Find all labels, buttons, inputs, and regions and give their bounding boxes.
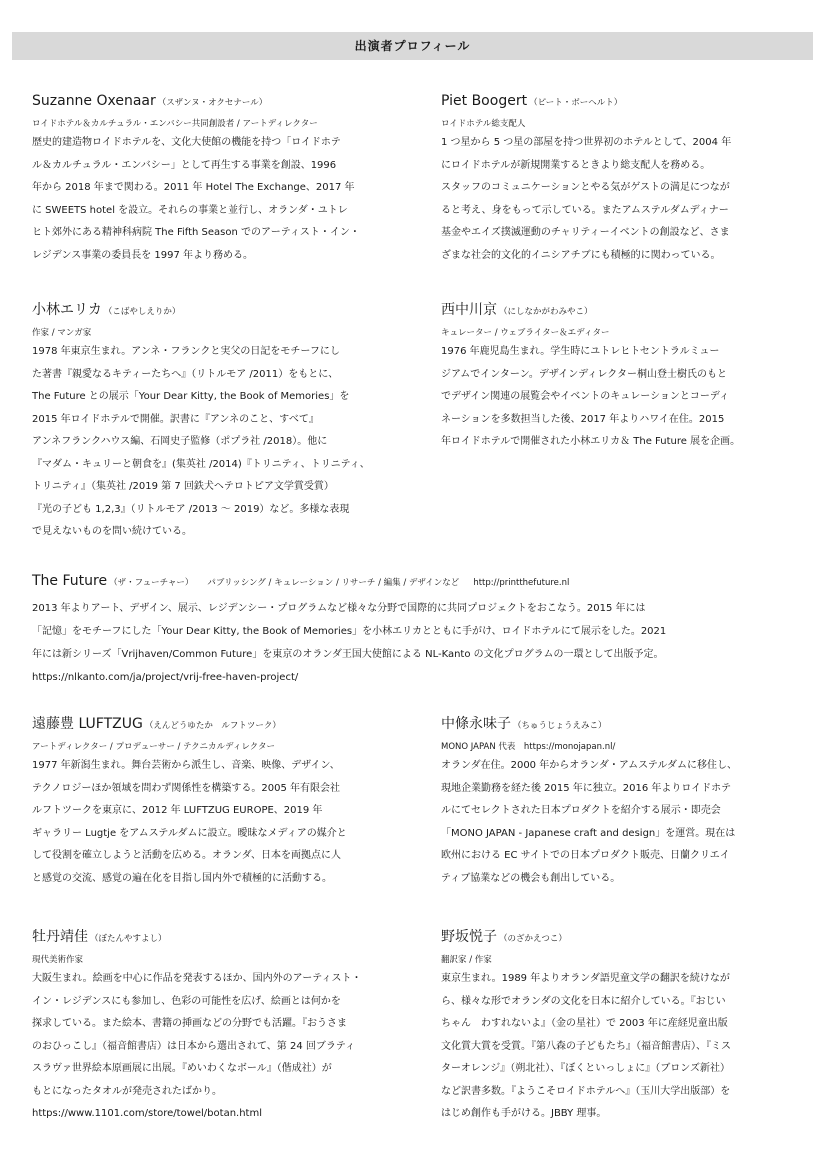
bio-line: た著書『親愛なるキティーたちへ』（リトルモア /2011）をもとに、	[32, 368, 339, 380]
profile-suzanne-oxenaar	[32, 90, 417, 267]
bio-line: と感覚の交流、感覚の遍在化を目指し国内外で積極的に活動する。	[32, 872, 332, 884]
profile-name: 中條永味子	[441, 716, 511, 732]
profile-name: 西中川京	[441, 302, 497, 318]
bio-line: 現地企業勤務を経た後 2015 年に独立。2016 年よりロイドホテ	[441, 782, 732, 794]
profile-bio	[32, 597, 802, 689]
profile-name: 遠藤豊 LUFTZUG	[32, 716, 143, 732]
bio-line: テクノロジーほか領域を問わず関係性を構築する。2005 年有限会社	[32, 782, 341, 794]
profile-bio	[441, 968, 801, 1126]
profile-piet-boogert	[441, 90, 801, 267]
profile-role: アートディレクター / プロデューサー / テクニカルディレクター	[32, 742, 275, 752]
profile-reading: （えんどうゆたか ルフトツーク）	[144, 721, 281, 731]
profile-role: ロイドホテル総支配人	[441, 119, 526, 129]
bio-line: ざまな社会的文化的イニシアチブにも積極的に関わっている。	[441, 249, 721, 261]
bio-line: でデザイン関連の展覧会やイベントのキュレーションとコーディ	[441, 391, 730, 402]
bio-line: スラヴァ世界絵本原画展に出展。『めいわくなボール』（偕成社）が	[32, 1063, 332, 1074]
bio-line: 2013 年よりアート、デザイン、展示、レジデンシー・プログラムなど様々な分野で国際的に共同プロジェクトをおこなう。2015 年には	[32, 603, 646, 614]
bio-line: 「MONO JAPAN - Japanese craft and design」を運営。現在は	[441, 827, 736, 839]
bio-line: 2015 年ロイドホテルで開催。訳書に『アンネのこと、すべて』	[32, 413, 319, 425]
bio-line: 年には新シリーズ「Vrijhaven/Common Future」を東京のオランダ王国大使館による NL-Kanto の文化プログラムの一環として出版予定。	[32, 649, 664, 660]
bio-line: スタッフのコミュニケーションとやる気がゲストの満足につなが	[441, 182, 730, 193]
bio-line: 探求している。また絵本、書籍の挿画などの分野でも活躍。『おうさま	[32, 1018, 347, 1029]
bio-line: ネーションを多数担当した後、2017 年よりハワイ在住。2015	[441, 413, 725, 425]
profile-name: 牡丹靖佳	[32, 929, 88, 945]
bio-line: 文化賞大賞を受賞。『第八森の子どもたち』（福音館書店）、『ミス	[441, 1040, 731, 1052]
bio-line: ちゃん わすれないよ』（金の星社）で 2003 年に産経児童出版	[441, 1018, 728, 1029]
profile-role: MONO JAPAN 代表 https://monojapan.nl/	[441, 742, 616, 752]
bio-line: 年ロイドホテルで開催された小林エリカ＆ The Future 展を企画。	[441, 436, 741, 447]
profile-bio	[441, 341, 801, 454]
bio-line: 大阪生まれ。絵画を中心に作品を発表するほか、国内外のアーティスト・	[32, 973, 362, 984]
bio-line: アンネフランクハウス編、石岡史子監修（ポプラ社 /2018）。他に	[32, 436, 328, 447]
bio-line: トリニティ』（集英社 /2019 第 7 回鉄犬ヘテロトピア文学賞受賞）	[32, 481, 334, 492]
profile-name: Suzanne Oxenaar	[32, 93, 156, 109]
profile-reading: （こばやしえりか）	[103, 307, 181, 317]
profile-url[interactable]: http://printthefuture.nl	[473, 578, 570, 588]
profile-bio	[32, 341, 417, 544]
bio-line: 基金やエイズ撲滅運動のチャリティーイベントの創設など、さま	[441, 227, 730, 238]
bio-line: ギャラリー Lugtje をアムステルダムに設立。曖昧なメディアの媒介と	[32, 827, 347, 839]
profile-botan-yasuyoshi	[32, 926, 417, 1126]
bio-line: にロイドホテルが新規開業するときより総支配人を務める。	[441, 159, 711, 171]
bio-line: ら、様々な形でオランダの文化を日本に紹介している。『おじい	[441, 995, 726, 1007]
bio-line: 年から 2018 年まで関わる。2011 年 Hotel The Exchange、2017 年	[32, 182, 355, 193]
bio-line: ジアムでインターン。デザインディレクター桐山登士樹氏のもと	[441, 368, 727, 380]
profile-the-future	[32, 570, 802, 689]
profile-bio	[32, 132, 417, 267]
profile-kobayashi-erika	[32, 299, 417, 544]
profile-role: キュレーター / ウェブライター＆エディター	[441, 328, 610, 338]
profile-activities: パブリッシング / キュレーション / リサーチ / 編集 / デザインなど	[207, 578, 460, 588]
bio-line: 1977 年新潟生まれ。舞台芸術から派生し、音楽、映像、デザイン、	[32, 760, 340, 771]
profile-name: 小林エリカ	[32, 302, 102, 318]
bio-line: レジデンス事業の委員長を 1997 年より務める。	[32, 249, 254, 261]
profile-nozaka-etsuko	[441, 926, 801, 1126]
bio-line: など訳書多数。『ようこそロイドホテルへ』（玉川大学出版部）を	[441, 1085, 731, 1097]
bio-line: ヒト郊外にある精神科病院 The Fifth Season でのアーティスト・イン・	[32, 227, 360, 238]
profile-bio	[441, 755, 801, 890]
profile-reading: （のざかえつこ）	[499, 934, 567, 944]
profile-bio	[32, 755, 417, 890]
profile-name: 野坂悦子	[441, 929, 497, 945]
bio-line: ルにてセレクトされた日本プロダクトを紹介する展示・即売会	[441, 805, 721, 816]
bio-line-url[interactable]: https://nlkanto.com/ja/project/vrij-free-haven-project/	[32, 672, 299, 683]
profile-reading: （ザ・フューチャー）	[109, 578, 194, 588]
profile-nishinakagawa-miyako	[441, 299, 801, 454]
bio-line: もとになったタオルが発売されたばかり。	[32, 1085, 222, 1097]
bio-line: はじめ創作も手がける。JBBY 理事。	[441, 1108, 607, 1119]
profile-name: Piet Boogert	[441, 93, 528, 109]
bio-line: ティブ協業などの機会も創出している。	[441, 872, 621, 884]
bio-line: 「記憶」をモチーフにした「Your Dear Kitty, the Book of Memories」を小林エリカとともに手がけ、ロイドホテルにて展示をした。2021	[32, 626, 667, 637]
bio-line: 1 つ星から 5 つ星の部屋を持つ世界初のホテルとして、2004 年	[441, 137, 732, 148]
profile-endo-yutaka	[32, 713, 417, 890]
bio-line-url[interactable]: https://www.1101.com/store/towel/botan.html	[32, 1108, 262, 1119]
profile-bio	[441, 132, 801, 267]
profile-reading: （ぼたんやすよし）	[90, 934, 167, 944]
page-header-bar	[12, 32, 813, 60]
bio-line: 1976 年鹿児島生まれ。学生時にユトレヒトセントラルミュー	[441, 346, 720, 357]
bio-line: 1978 年東京生まれ。アンネ・フランクと実父の日記をモチーフにし	[32, 346, 340, 357]
bio-line: で見えないものを問い続けている。	[32, 526, 192, 537]
bio-line: イン・レジデンスにも参加し、色彩の可能性を広げ、絵画とは何かを	[32, 995, 341, 1007]
profile-role: ロイドホテル＆カルチュラル・エンバシー共同創設者 / アートディレクター	[32, 119, 318, 129]
profile-bio	[32, 968, 417, 1126]
profile-reading: （にしなかがわみやこ）	[499, 307, 593, 317]
profile-chujo-emiko	[441, 713, 801, 890]
page-title: 出演者プロフィール	[354, 39, 471, 53]
profile-name: The Future	[32, 573, 108, 589]
bio-line: The Future との展示「Your Dear Kitty, the Book of Memories」を	[32, 391, 350, 402]
bio-line: 欧州における EC サイトでの日本プロダクト販売、日蘭クリエイ	[441, 850, 730, 861]
profile-role: 作家 / マンガ家	[32, 328, 92, 338]
bio-line: 『光の子ども 1,2,3』（リトルモア /2013 ～ 2019）など。多様な表現	[32, 503, 350, 515]
profile-reading: （スザンヌ・オクセナール）	[157, 98, 268, 108]
bio-line: 東京生まれ。1989 年よりオランダ語児童文学の翻訳を続けなが	[441, 973, 730, 984]
profile-role: 現代美術作家	[32, 955, 84, 965]
profile-role: 翻訳家 / 作家	[441, 955, 492, 965]
bio-line: オランダ在住。2000 年からオランダ・アムステルダムに移住し、	[441, 760, 738, 771]
bio-line: に SWEETS hotel を設立。それらの事業と並行し、オランダ・ユトレ	[32, 204, 348, 216]
bio-line: のおひっこし』（福音館書店）は日本から選出されて、第 24 回ブラティ	[32, 1040, 356, 1052]
bio-line: 『マダム・キュリーと朝食を』(集英社 /2014)『トリニティ、トリニティ、	[32, 458, 370, 470]
profile-reading: （ちゅうじょうえみこ）	[513, 721, 607, 731]
bio-line: ル＆カルチュラル・エンバシー」として再生する事業を創設、1996	[32, 159, 337, 171]
bio-line: ると考え、身をもって示している。またアムステルダムディナー	[441, 204, 729, 216]
bio-line: して役割を確立しようと活動を広める。オランダ、日本を両拠点に人	[32, 850, 341, 861]
bio-line: ターオレンジ』（朔北社）、『ぼくといっしょに』（ブロンズ新社）	[441, 1063, 730, 1074]
bio-line: 歴史的建造物ロイドホテルを、文化大使館の機能を持つ「ロイドホテ	[32, 137, 341, 148]
bio-line: ルフトツークを東京に、2012 年 LUFTZUG EUROPE、2019 年	[32, 805, 323, 816]
profile-reading: （ピート・ボーヘルト）	[529, 98, 623, 108]
